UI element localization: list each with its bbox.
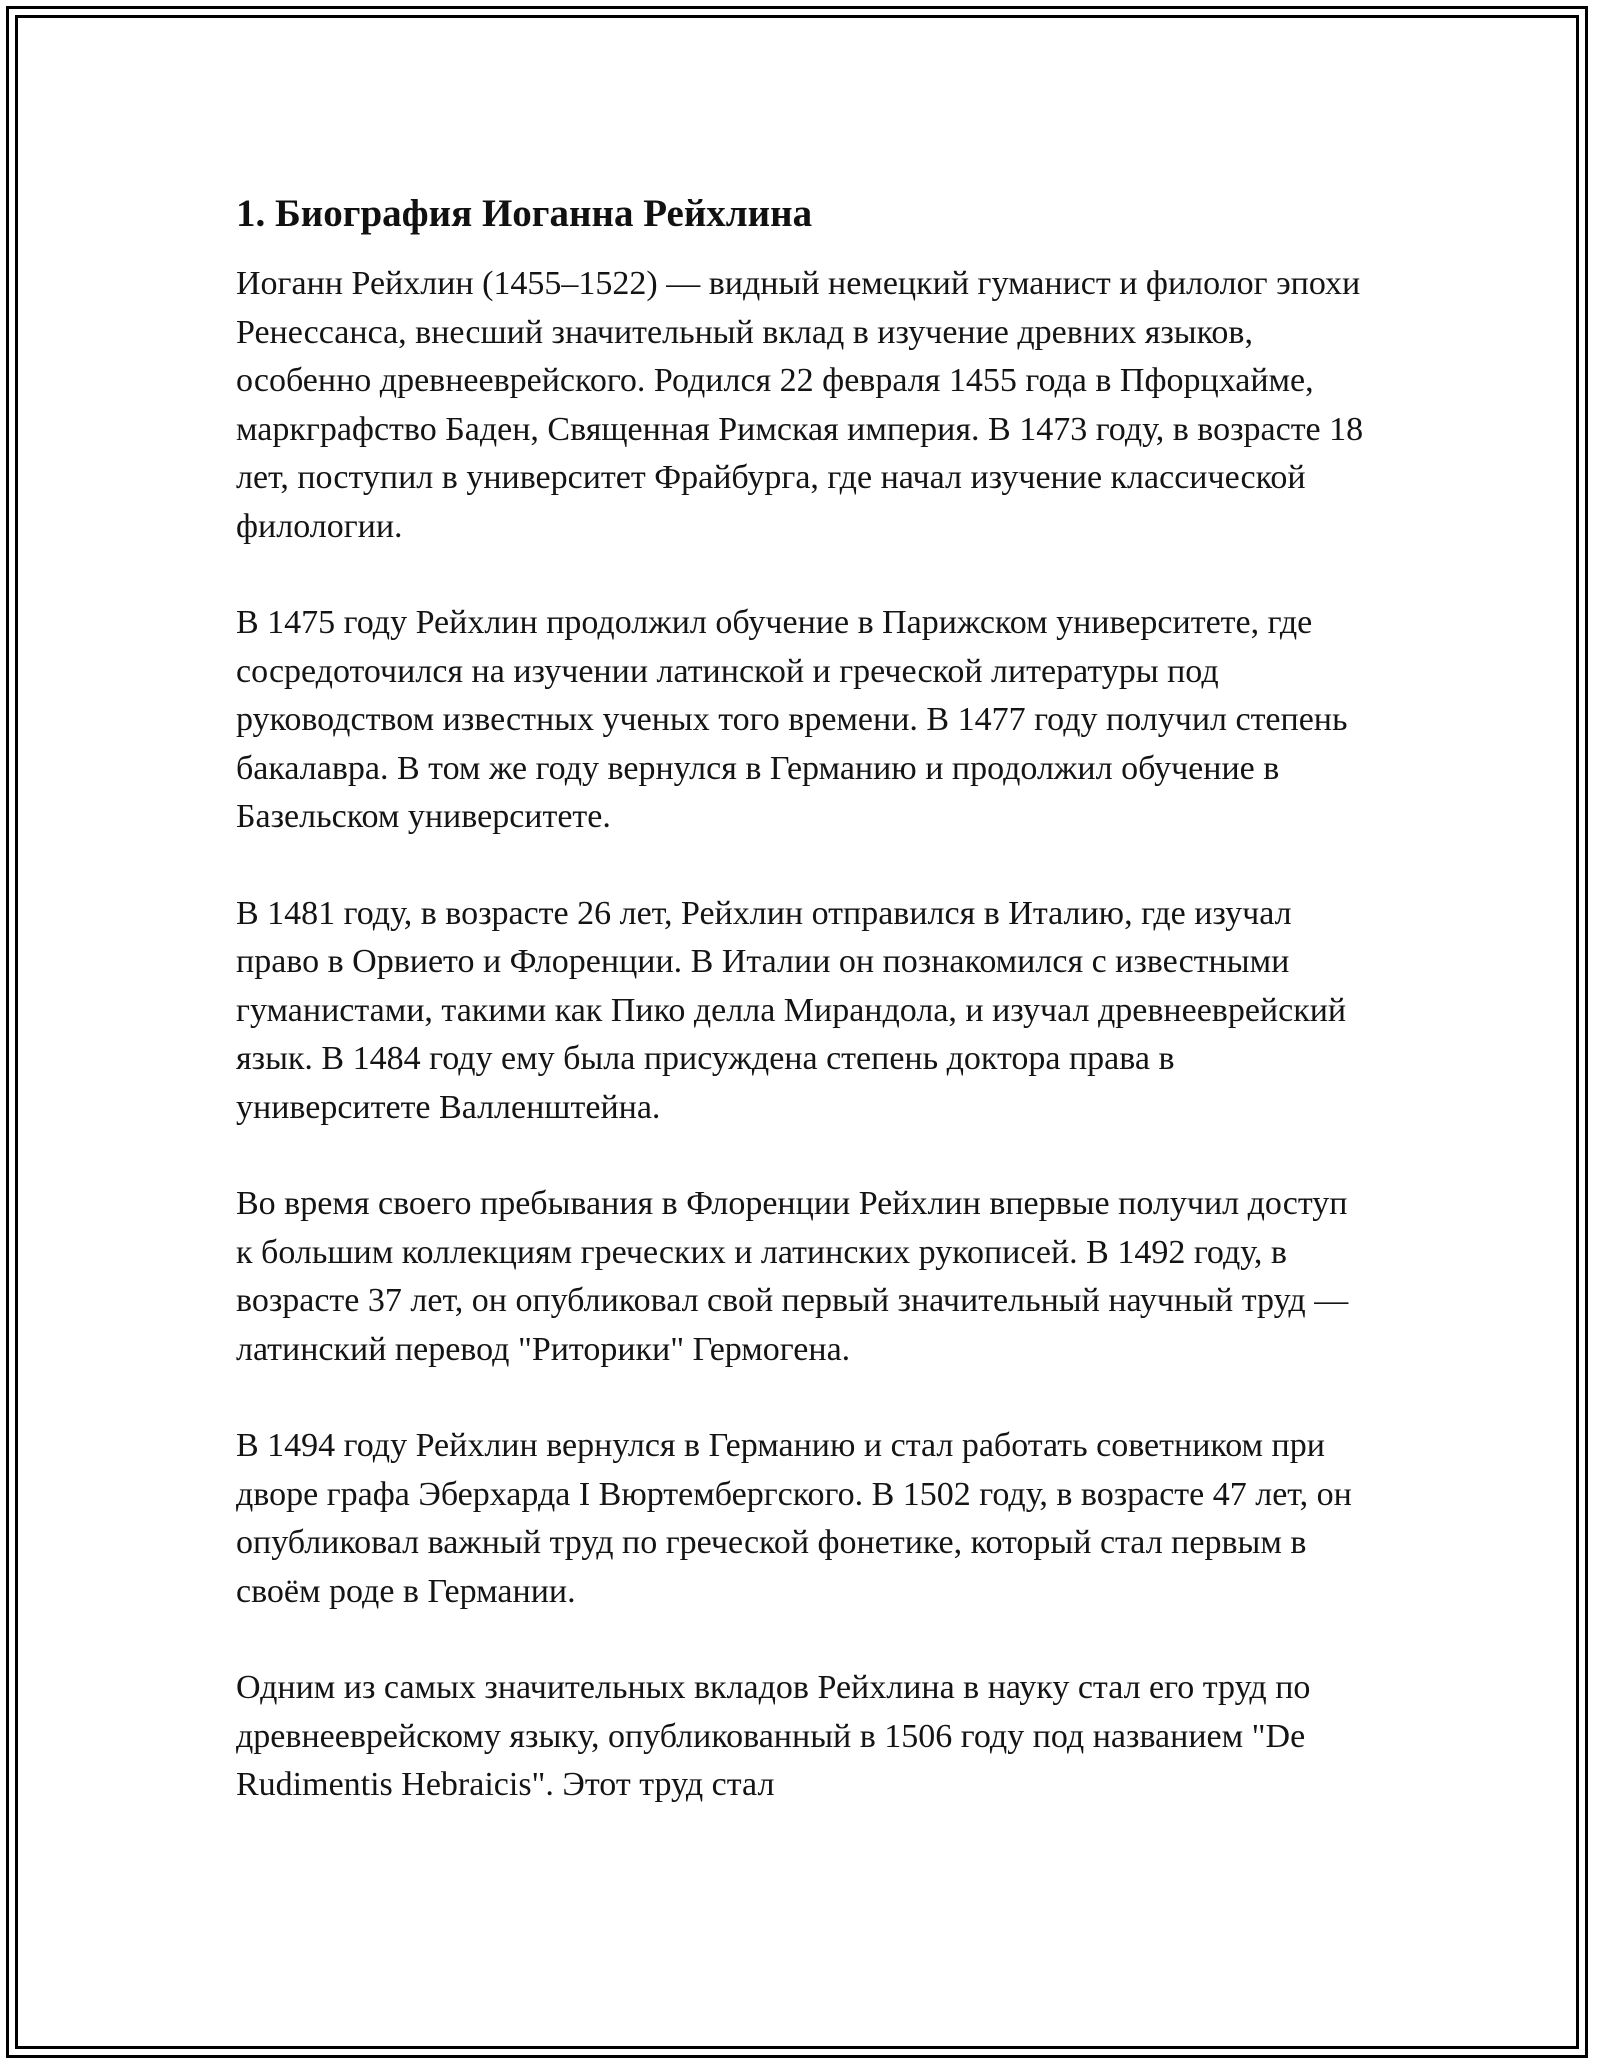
paragraph-2: В 1475 году Рейхлин продолжил обучение в Парижском университете, где сосредоточился на изучении латинской и греческой литературы под руководством известных ученых того времени. В 1477 году получил степень бакалавра. В том же году вернулся в Германию и продолжил обучение в Базельском университете. [236, 604, 1348, 835]
paragraph-5: В 1494 году Рейхлин вернулся в Германию и стал работать советником при дворе графа Эберхарда I Вюртембергского. В 1502 году, в возрасте 47 лет, он опубликовал важный труд по греческой фонетике, который стал первым в своём роде в Германии. [236, 1427, 1352, 1610]
paragraph-3: В 1481 году, в возрасте 26 лет, Рейхлин отправился в Италию, где изучал право в Орвието и Флоренции. В Италии он познакомился с известными гуманистами, такими как Пико делла Мирандола, и изучал древнееврейский язык. В 1484 году ему была присуждена степень доктора права в университете Валленштейна. [236, 894, 1347, 1126]
paragraph-4: Во время своего пребывания в Флоренции Рейхлин впервые получил доступ к большим коллекциям греческих и латинских рукописей. В 1492 году, в возрасте 37 лет, он опубликовал свой первый значительный научный труд — латинский перевод "Риторики" Гермогена. [236, 1185, 1349, 1368]
section-title: 1. Биография Иоганна Рейхлина [236, 192, 813, 235]
document-body [236, 186, 1366, 1810]
paragraph-6: Одним из самых значительных вкладов Рейхлина в науку стал его труд по древнееврейскому языку, опубликованный в 1506 году под названием "De Rudimentis Hebraicis". Этот труд стал [236, 1669, 1311, 1803]
paragraph-1: Иоганн Рейхлин (1455–1522) — видный немецкий гуманист и филолог эпохи Ренессанса, внесший значительный вклад в изучение древних языков, особенно древнееврейского. Родился 22 февраля 1455 года в Пфорцхайме, маркграфство Баден, Священная Римская империя. В 1473 году, в возрасте 18 лет, поступил в университет Фрайбурга, где начал изучение классической филологии. [236, 265, 1364, 545]
